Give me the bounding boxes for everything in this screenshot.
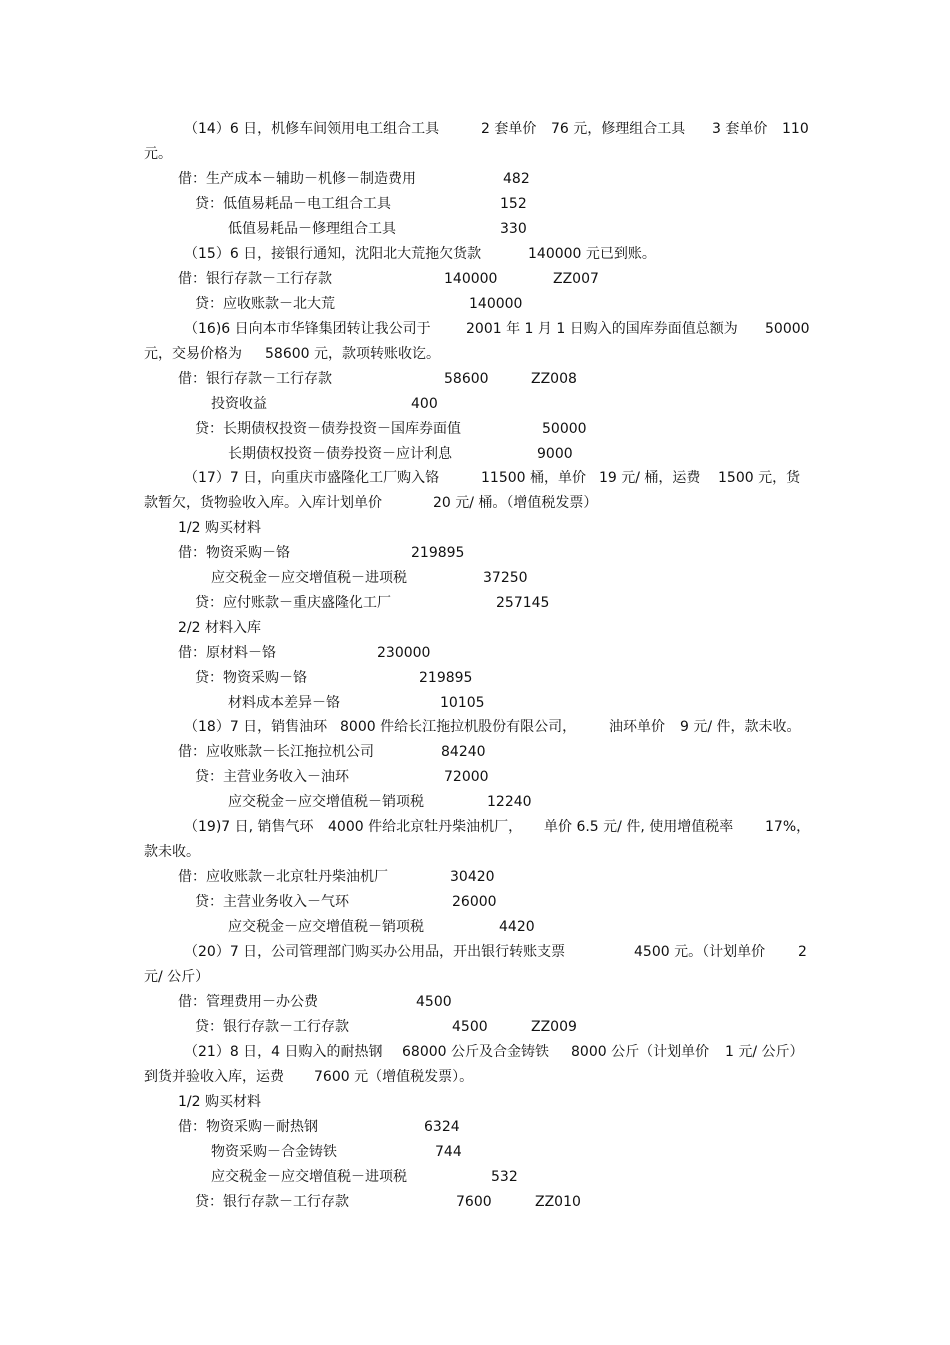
account-name: 应交税金－应交增值税－进项税 (211, 1169, 407, 1185)
amount: 257145 (496, 595, 550, 611)
description-text: 油环单价 (609, 719, 665, 735)
amount: 9000 (537, 446, 573, 462)
account-name: 材料成本差异－铬 (228, 695, 340, 711)
amount: 10105 (440, 695, 485, 711)
account-name: 借：管理费用－办公费 (178, 994, 318, 1010)
amount: 744 (435, 1144, 462, 1160)
account-name: 低值易耗品－修理组合工具 (228, 221, 396, 237)
amount: 482 (503, 171, 530, 187)
description-text: 款未收。 (144, 844, 200, 860)
account-name: 借：银行存款－工行存款 (178, 371, 332, 387)
description-text: （16)6 日向本市华锋集团转让我公司于 (184, 321, 431, 337)
amount: 30420 (450, 869, 495, 885)
description-text: 50000 (765, 321, 810, 337)
voucher-number: ZZ009 (531, 1019, 577, 1035)
account-name: 应交税金－应交增值税－进项税 (211, 570, 407, 586)
description-text: 11500 桶，单价 (481, 470, 586, 486)
description-text: （14）6 日，机修车间领用电工组合工具 (184, 121, 440, 137)
description-text: 4000 件给北京牡丹柴油机厂， (328, 819, 523, 835)
description-text: 17%， (765, 819, 811, 835)
amount: 4420 (499, 919, 535, 935)
account-name: 贷：低值易耗品－电工组合工具 (195, 196, 391, 212)
section-label: 1/2 购买材料 (178, 520, 261, 536)
description-text: 76 元，修理组合工具 (551, 121, 686, 137)
description-text: 8000 件给长江拖拉机股份有限公司， (340, 719, 577, 735)
account-name: 贷：应收账款－北大荒 (195, 296, 335, 312)
amount: 219895 (411, 545, 465, 561)
account-name: 借：应收账款－北京牡丹柴油机厂 (178, 869, 388, 885)
voucher-number: ZZ008 (531, 371, 577, 387)
account-name: 借：应收账款－长江拖拉机公司 (178, 744, 374, 760)
description-text: 140000 元已到账。 (528, 246, 656, 262)
description-text: 款暂欠，货物验收入库。入库计划单价 (144, 495, 382, 511)
amount: 140000 (444, 271, 498, 287)
description-text: 元。 (144, 146, 172, 162)
description-text: 68000 公斤及合金铸铁 (402, 1044, 549, 1060)
description-text: 19 元/ 桶，运费 (599, 470, 701, 486)
description-text: 7600 元（增值税发票）。 (314, 1069, 474, 1085)
amount: 400 (411, 396, 438, 412)
description-text: （18）7 日，销售油环 (184, 719, 328, 735)
account-name: 物资采购－合金铸铁 (211, 1144, 337, 1160)
description-text: 单价 6.5 元/ 件, 使用增值税率 (544, 819, 734, 835)
description-text: 元/ 公斤） (144, 969, 210, 985)
description-text: 8000 公斤（计划单价 (571, 1044, 710, 1060)
description-text: 2 套单价 (481, 121, 537, 137)
description-text: 2001 年 1 月 1 日购入的国库券面值总额为 (466, 321, 738, 337)
voucher-number: ZZ007 (553, 271, 599, 287)
amount: 7600 (456, 1194, 492, 1210)
section-label: 1/2 购买材料 (178, 1094, 261, 1110)
description-text: 20 元/ 桶。（增值税发票） (433, 495, 598, 511)
account-name: 借：物资采购－耐热钢 (178, 1119, 318, 1135)
amount: 230000 (377, 645, 431, 661)
account-name: 贷：主营业务收入－油环 (195, 769, 349, 785)
account-name: 贷：银行存款－工行存款 (195, 1019, 349, 1035)
amount: 152 (500, 196, 527, 212)
description-text: 到货并验收入库，运费 (144, 1069, 284, 1085)
amount: 219895 (419, 670, 473, 686)
amount: 140000 (469, 296, 523, 312)
description-text: 110 (782, 121, 809, 137)
account-name: 应交税金－应交增值税－销项税 (228, 919, 424, 935)
account-name: 投资收益 (211, 396, 267, 412)
account-name: 贷：银行存款－工行存款 (195, 1194, 349, 1210)
account-name: 借：原材料－铬 (178, 645, 276, 661)
description-text: 9 元/ 件，款未收。 (680, 719, 801, 735)
description-text: （17）7 日，向重庆市盛隆化工厂购入铬 (184, 470, 440, 486)
amount: 37250 (483, 570, 528, 586)
description-text: 1500 元，货 (718, 470, 801, 486)
description-text: 58600 元，款项转账收讫。 (265, 346, 440, 362)
description-text: 1 元/ 公斤） (725, 1044, 804, 1060)
description-text: 元，交易价格为 (144, 346, 242, 362)
account-name: 贷：主营业务收入－气环 (195, 894, 349, 910)
amount: 58600 (444, 371, 489, 387)
description-text: 2 (798, 944, 807, 960)
amount: 84240 (441, 744, 486, 760)
account-name: 贷：物资采购－铬 (195, 670, 307, 686)
amount: 330 (500, 221, 527, 237)
amount: 4500 (416, 994, 452, 1010)
description-text: （15）6 日，接银行通知，沈阳北大荒拖欠货款 (184, 246, 482, 262)
section-label: 2/2 材料入库 (178, 620, 261, 636)
account-name: 借：生产成本－辅助－机修－制造费用 (178, 171, 416, 187)
voucher-number: ZZ010 (535, 1194, 581, 1210)
description-text: 3 套单价 (712, 121, 768, 137)
account-name: 贷：长期债权投资－债券投资－国库券面值 (195, 421, 461, 437)
account-name: 贷：应付账款－重庆盛隆化工厂 (195, 595, 391, 611)
amount: 26000 (452, 894, 497, 910)
amount: 72000 (444, 769, 489, 785)
description-text: （20）7 日，公司管理部门购买办公用品，开出银行转账支票 (184, 944, 566, 960)
description-text: （21）8 日，4 日购入的耐热钢 (184, 1044, 383, 1060)
description-text: 4500 元。（计划单价 (634, 944, 766, 960)
account-name: 借：物资采购－铬 (178, 545, 290, 561)
amount: 50000 (542, 421, 587, 437)
amount: 12240 (487, 794, 532, 810)
amount: 6324 (424, 1119, 460, 1135)
account-name: 借：银行存款－工行存款 (178, 271, 332, 287)
account-name: 长期债权投资－债券投资－应计利息 (228, 446, 452, 462)
amount: 532 (491, 1169, 518, 1185)
description-text: （19)7 日, 销售气环 (184, 819, 314, 835)
account-name: 应交税金－应交增值税－销项税 (228, 794, 424, 810)
amount: 4500 (452, 1019, 488, 1035)
